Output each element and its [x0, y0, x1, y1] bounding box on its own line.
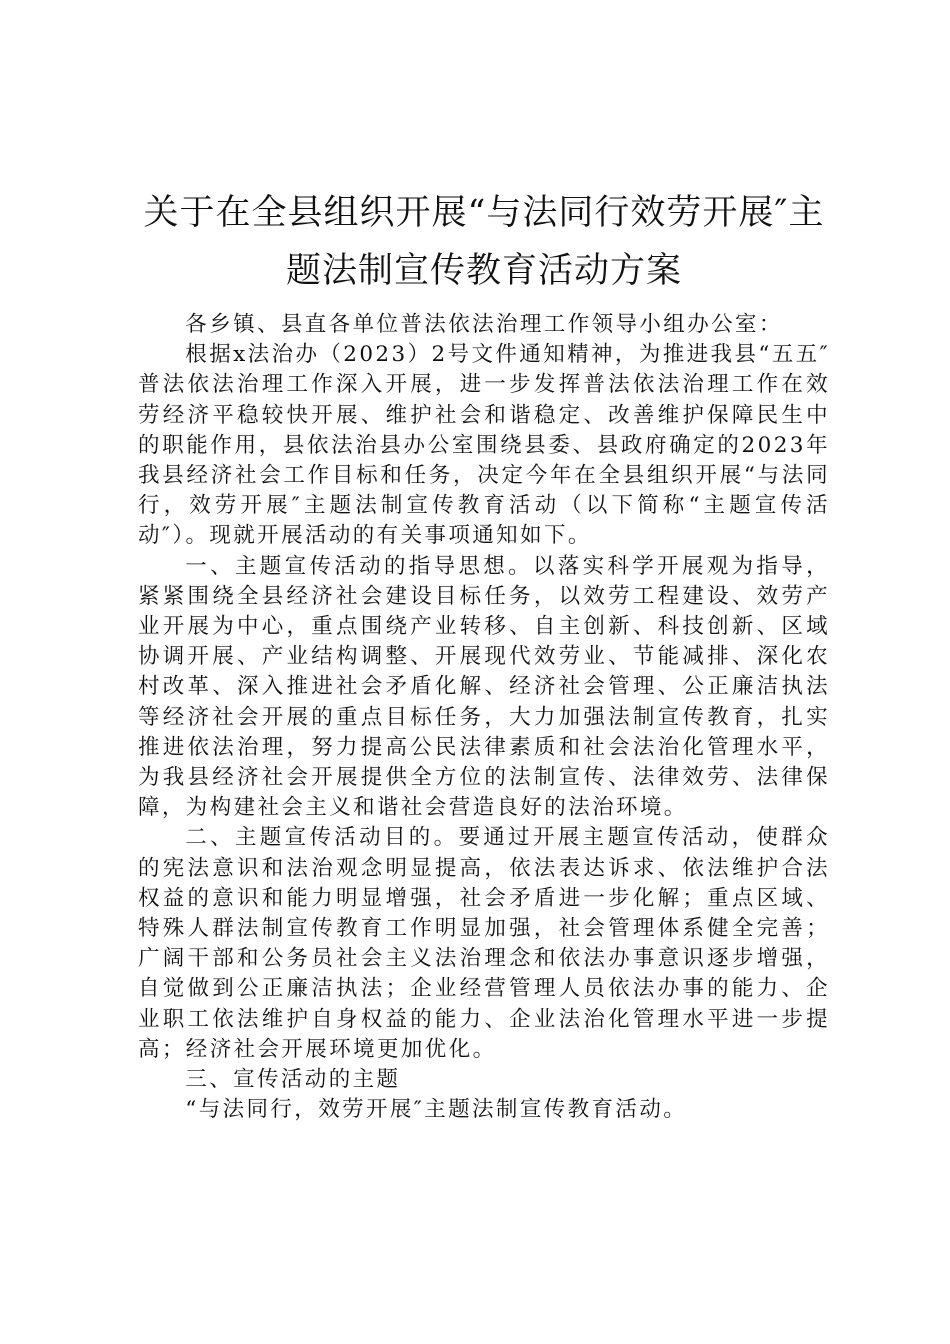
paragraph-theme: “与法同行，效劳开展″主题法制宣传教育活动。	[185, 1097, 688, 1123]
document-title	[138, 184, 830, 300]
section-heading-theme: 三、宣传活动的主题	[185, 1067, 401, 1093]
paragraph-intro: 根据x法治办（2023）2号文件通知精神，为推进我县“五五″普法依法治理工作深入开展，进一步发挥普法依法治理工作在效劳经济平稳较快开展、维护社会和谐稳定、改善维护保障民生中的职能作用，县依法治县办公室围绕县委、县政府确定的2023年我县经济社会工作目标和任务，决定今年在全县组织开展“与法同行，效劳开展″主题法制宣传教育活动（以下简称“主题宣传活动″）。现就开展活动的有关事项通知如下。	[138, 342, 830, 549]
title-line-2: 题法制宣传教育活动方案	[285, 251, 682, 291]
paragraph-guiding-ideology: 一、主题宣传活动的指导思想。以落实科学开展观为指导，紧紧围绕全县经济社会建设目标任务，以效劳工程建设、效劳产业开展为中心，重点围绕产业转移、自主创新、科技创新、区域协调开展、产业结构调整、开展现代效劳业、节能减排、深化农村改革、深入推进社会矛盾化解、经济社会管理、公正廉洁执法等经济社会开展的重点目标任务，大力加强法制宣传教育，扎实推进依法治理，努力提高公民法律素质和社会法治化管理水平，为我县经济社会开展提供全方位的法制宣传、法律效劳、法律保障，为构建社会主义和谐社会营造良好的法治环境。	[138, 553, 830, 821]
document-body	[138, 310, 830, 1125]
salutation: 各乡镇、县直各单位普法依法治理工作领导小组办公室：	[185, 312, 783, 337]
paragraph-purpose: 二、主题宣传活动目的。要通过开展主题宣传活动，使群众的宪法意识和法治观念明显提高，依法表达诉求、依法维护合法权益的意识和能力明显增强，社会矛盾进一步化解；重点区域、特殊人群法制宣传教育工作明显加强，社会管理体系健全完善；广阔干部和公务员社会主义法治理念和依法办事意识逐步增强，自觉做到公正廉洁执法；企业经营管理人员依法办事的能力、企业职工依法维护自身权益的能力、企业法治化管理水平进一步提高；经济社会开展环境更加优化。	[138, 825, 830, 1062]
title-line-1: 关于在全县组织开展“与法同行效劳开展″主	[143, 193, 825, 233]
